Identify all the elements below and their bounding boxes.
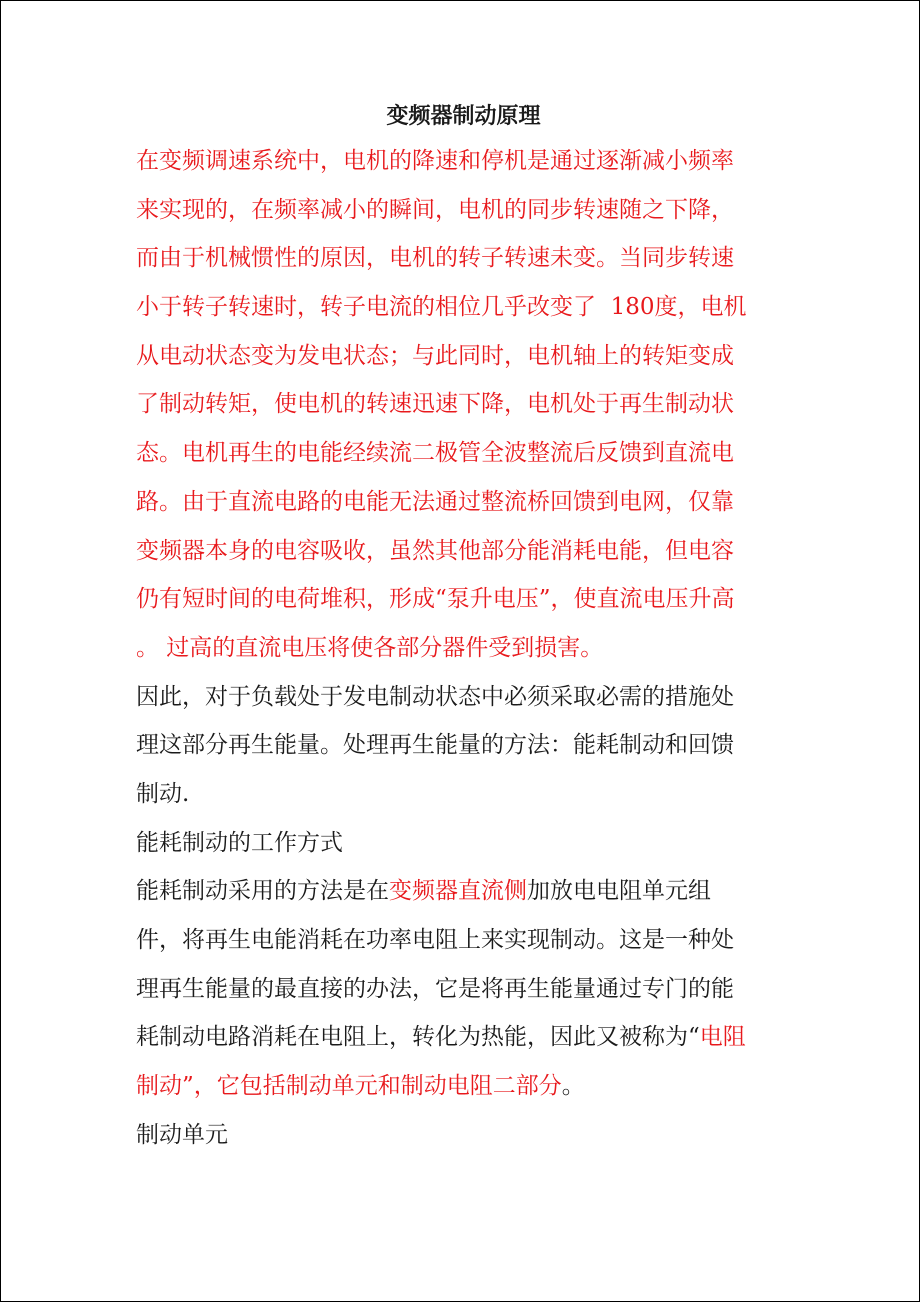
energy-line <box>136 1013 791 1062</box>
intro-line: 小于转子转速时，转子电流的相位几乎改变了 180度，电机 <box>136 294 747 321</box>
document-title: 变频器制动原理 <box>386 104 541 129</box>
intro-line: 了制动转矩，使电机的转速迅速下降，电机处于再生制动状 <box>136 391 734 418</box>
highlight-resistor: 电阻 <box>699 1024 746 1051</box>
intro-line: 来实现的，在频率减小的瞬间，电机的同步转速随之下降， <box>136 196 734 223</box>
intro-line: 在变频调速系统中，电机的降速和停机是通过逐渐减小频率 <box>136 148 734 174</box>
energy-line <box>136 867 791 916</box>
unit-heading-paragraph <box>136 1111 791 1160</box>
highlight-dc-side: 变频器直流侧 <box>389 878 527 905</box>
energy-line: 理再生能量的最直接的办法，它是将再生能量通过专门的能 <box>136 975 734 1002</box>
intro-line: 态。电机再生的电能经续流二极管全波整流后反馈到直流电 <box>136 440 734 467</box>
measure-paragraph <box>136 673 791 819</box>
energy-line <box>136 1062 791 1111</box>
intro-line: 路。由于直流电路的电能无法通过整流桥回馈到电网，仅靠 <box>136 488 734 515</box>
energy-text: 加放电电阻单元组 <box>527 878 711 905</box>
measure-line: 理这部分再生能量。处理再生能量的方法：能耗制动和回馈 <box>136 732 734 759</box>
energy-text: 能耗制动采用的方法是在 <box>136 878 389 905</box>
energy-heading-paragraph <box>136 819 791 868</box>
intro-line: 仍有短时间的电荷堆积，形成“泵升电压”，使直流电压升高 <box>136 586 735 613</box>
section-heading-energy-braking: 能耗制动的工作方式 <box>136 829 343 856</box>
energy-text: 。 <box>561 1073 585 1100</box>
intro-line: 从电动状态变为发电状态；与此同时，电机轴上的转矩变成 <box>136 342 734 369</box>
document-content <box>136 97 791 1159</box>
intro-line: 而由于机械惯性的原因，电机的转子转速未变。当同步转速 <box>136 245 734 272</box>
intro-paragraph <box>136 137 791 673</box>
energy-paragraph <box>136 867 791 1110</box>
highlight-braking-parts: 制动”，它包括制动单元和制动电阻二部分 <box>136 1073 562 1100</box>
energy-line: 件，将再生电能消耗在功率电阻上来实现制动。这是一种处 <box>136 927 734 953</box>
section-heading-braking-unit: 制动单元 <box>136 1121 228 1148</box>
energy-text: 耗制动电路消耗在电阻上，转化为热能，因此又被称为“ <box>136 1024 700 1051</box>
measure-line: 制动. <box>136 780 190 807</box>
intro-line: 变频器本身的电容吸收，虽然其他部分能消耗电能，但电容 <box>136 537 734 564</box>
measure-line: 因此，对于负载处于发电制动状态中必须采取必需的措施处 <box>136 683 734 710</box>
intro-line: 。 过高的直流电压将使各部分器件受到损害。 <box>136 634 604 661</box>
